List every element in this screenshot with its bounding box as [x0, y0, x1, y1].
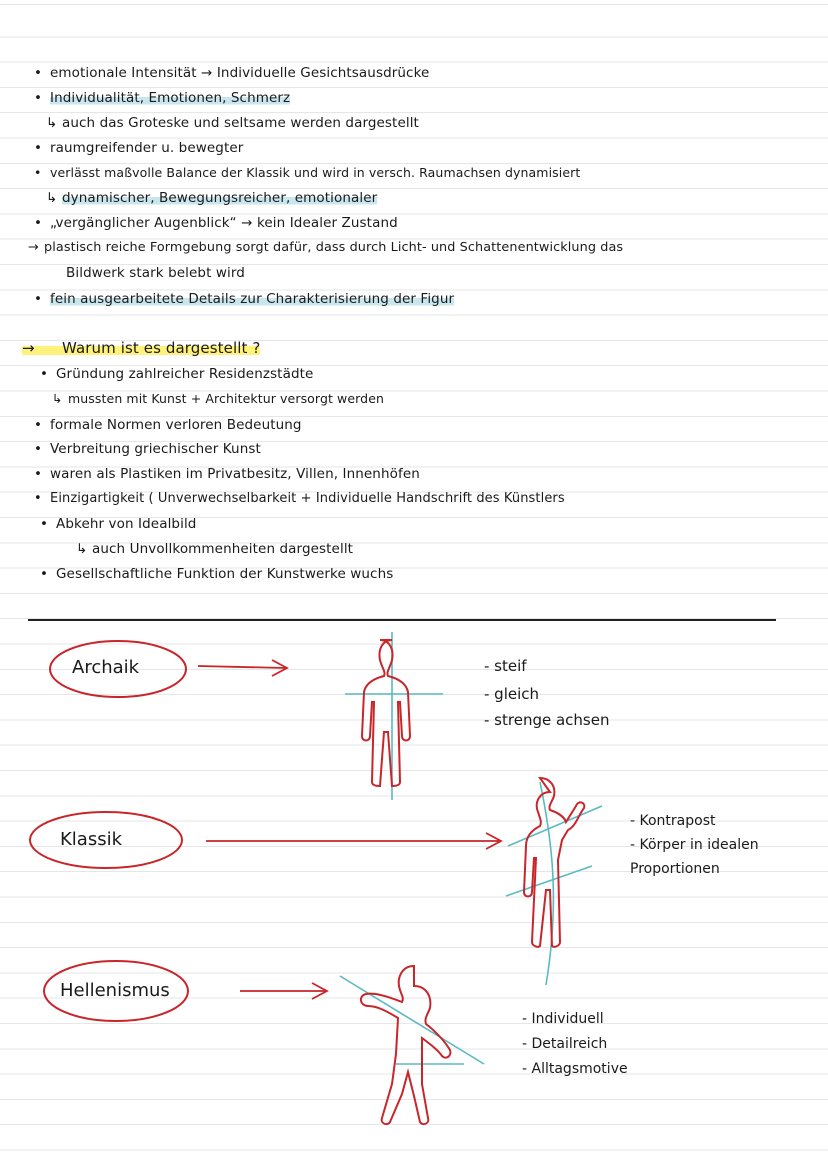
epoch-label-hellenismus: Hellenismus — [60, 980, 170, 1001]
klassik-note: - Körper in idealen — [630, 837, 759, 853]
archaik-figure — [362, 640, 410, 786]
klassik-note: Proportionen — [630, 861, 720, 877]
note-line: • Individualität, Emotionen, Schmerz — [34, 90, 291, 106]
hellenismus-note: - Detailreich — [522, 1036, 608, 1052]
note-line: • Verbreitung griechischer Kunst — [34, 441, 261, 457]
hellenismus-diagonal-axis — [340, 976, 484, 1064]
archaik-arrow — [198, 660, 287, 676]
archaik-note: - strenge achsen — [484, 711, 610, 729]
note-line: • Einzigartigkeit ( Unverwechselbarkeit + Individuelle Handschrift des Künstlers — [34, 491, 565, 506]
note-line: • formale Normen verloren Bedeutung — [34, 417, 302, 433]
hellenismus-figure — [361, 966, 450, 1124]
note-line: Bildwerk stark belebt wird — [66, 265, 245, 281]
archaik-note: - gleich — [484, 685, 540, 703]
note-line: • Gesellschaftliche Funktion der Kunstwerke wuchs — [40, 566, 394, 582]
hellenismus-arrow — [240, 983, 327, 999]
note-line: • raumgreifender u. bewegter — [34, 140, 244, 156]
note-line: • emotionale Intensität → Individuelle Gesichtsausdrücke — [34, 65, 430, 81]
hellenismus-note: - Alltagsmotive — [522, 1061, 628, 1077]
klassik-note: - Kontrapost — [630, 813, 716, 829]
note-line: • Gründung zahlreicher Residenzstädte — [40, 366, 314, 382]
epoch-label-archaik: Archaik — [72, 657, 140, 678]
note-line: • „vergänglicher Augenblick“ → kein Idealer Zustand — [34, 215, 398, 231]
note-line: ↳ mussten mit Kunst + Architektur versorgt werden — [52, 391, 385, 406]
note-line: • verlässt maßvolle Balance der Klassik und wird in versch. Raumachsen dynamisiert — [34, 165, 581, 180]
question-heading: → Warum ist es dargestellt ? — [22, 339, 261, 357]
note-line: ↳ dynamischer, Bewegungsreicher, emotionaler — [46, 190, 378, 206]
klassik-hip-axis — [506, 866, 592, 896]
archaik-note: - steif — [484, 657, 527, 675]
note-line: • fein ausgearbeitete Details zur Charakterisierung der Figur — [34, 291, 455, 307]
note-line: ↳ auch Unvollkommenheiten dargestellt — [76, 541, 354, 557]
hellenismus-note: - Individuell — [522, 1011, 604, 1027]
note-line: • waren als Plastiken im Privatbesitz, Villen, Innenhöfen — [34, 466, 420, 482]
epoch-label-klassik: Klassik — [60, 829, 123, 850]
note-line: • Abkehr von Idealbild — [40, 516, 197, 532]
note-line: ↳ auch das Groteske und seltsame werden dargestellt — [46, 115, 419, 131]
klassik-arrow — [206, 833, 501, 849]
klassik-figure — [524, 778, 584, 947]
note-line: → plastisch reiche Formgebung sorgt dafür, dass durch Licht- und Schattenentwicklung das — [28, 240, 624, 255]
